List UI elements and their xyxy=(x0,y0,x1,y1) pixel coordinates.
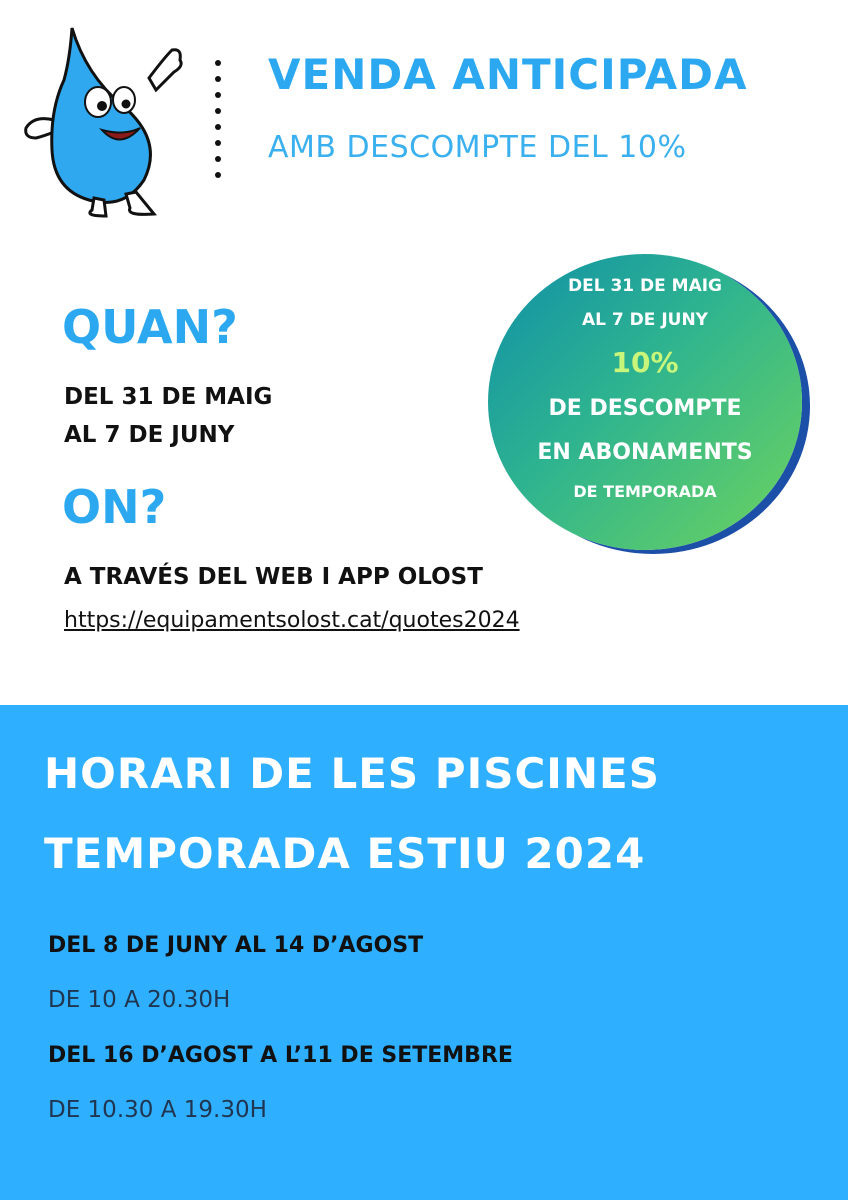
discount-circle xyxy=(488,254,802,550)
period-1-dates: DEL 8 DE JUNY AL 14 D’AGOST xyxy=(48,933,424,958)
circle-line-5: DE TEMPORADA xyxy=(573,482,717,501)
period-1-hours: DE 10 A 20.30H xyxy=(48,987,231,1013)
dotted-divider xyxy=(214,60,222,188)
circle-line-2: AL 7 DE JUNY xyxy=(582,310,708,330)
circle-percent: 10% xyxy=(611,346,679,379)
water-drop-mascot-icon xyxy=(14,20,194,220)
booking-link[interactable]: https://equipamentsolost.cat/quotes2024 xyxy=(64,608,520,633)
period-2-dates: DEL 16 D’AGOST A L’11 DE SETEMBRE xyxy=(48,1043,513,1068)
headline: VENDA ANTICIPADA xyxy=(268,50,748,99)
circle-line-4: EN ABONAMENTS xyxy=(537,440,753,465)
when-line-2: AL 7 DE JUNY xyxy=(64,422,235,448)
schedule-title-2: TEMPORADA ESTIU 2024 xyxy=(44,829,646,878)
schedule-title-1: HORARI DE LES PISCINES xyxy=(44,749,660,798)
when-heading: QUAN? xyxy=(62,300,238,354)
circle-line-3: DE DESCOMPTE xyxy=(548,396,742,421)
subheadline: AMB DESCOMPTE DEL 10% xyxy=(268,130,687,165)
circle-line-1: DEL 31 DE MAIG xyxy=(567,276,723,296)
when-dates xyxy=(64,378,272,454)
when-line-1: DEL 31 DE MAIG xyxy=(64,384,273,410)
schedule-band xyxy=(0,705,848,1200)
period-2-hours: DE 10.30 A 19.30H xyxy=(48,1097,267,1123)
where-heading: ON? xyxy=(62,480,167,534)
where-text: A TRAVÉS DEL WEB I APP OLOST xyxy=(64,564,483,590)
